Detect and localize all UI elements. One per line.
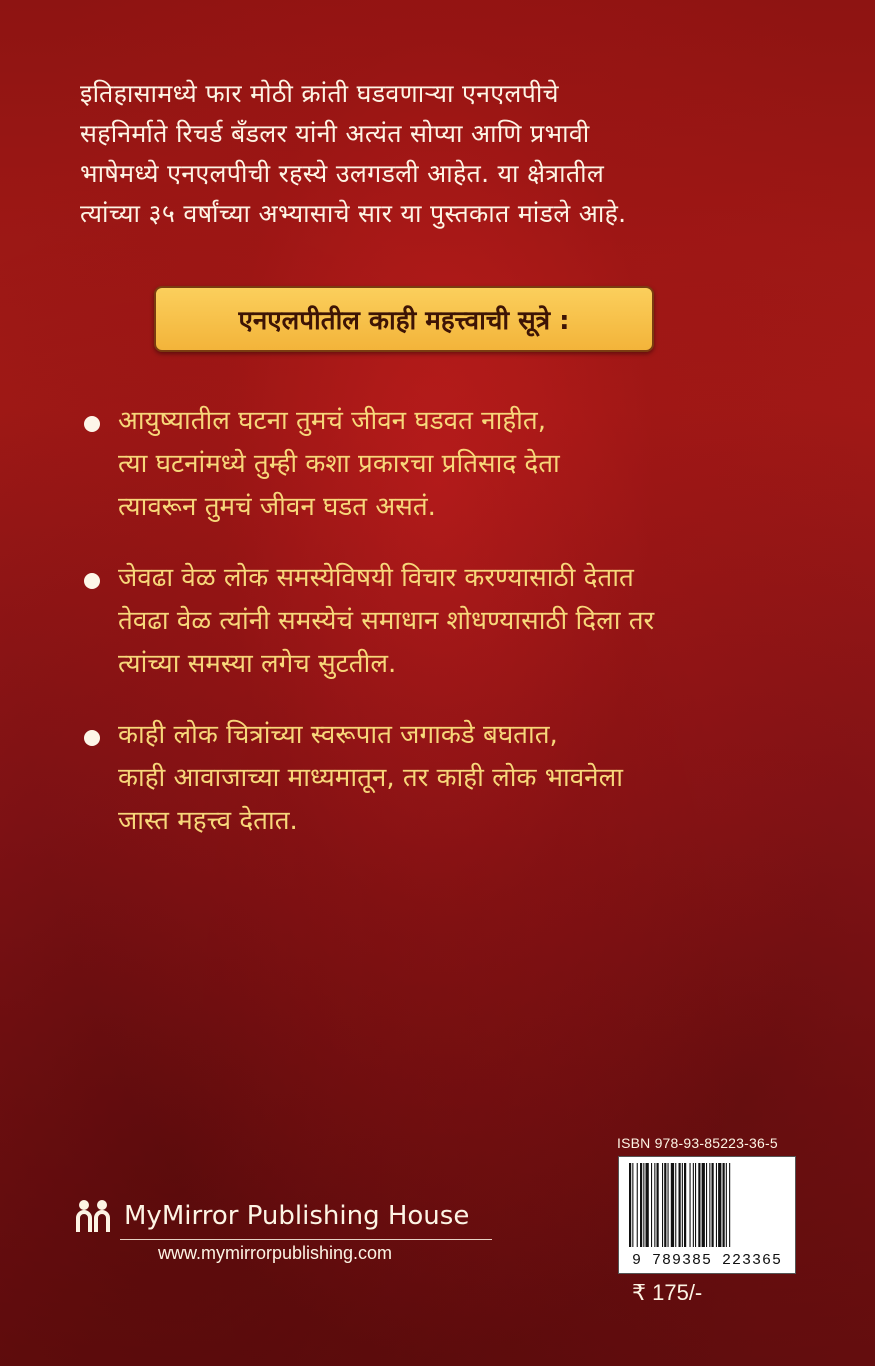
barcode-digits: 9 789385 223365	[631, 1252, 783, 1269]
barcode-bar	[706, 1163, 707, 1247]
key-point-item	[84, 557, 804, 686]
key-point-item	[84, 400, 804, 529]
barcode-bar	[646, 1163, 649, 1247]
barcode-bar	[723, 1163, 725, 1247]
barcode-bar	[698, 1163, 700, 1247]
barcode-bar	[643, 1163, 644, 1247]
key-points-heading: एनएलपीतील काही महत्त्वाची सूत्रे :	[238, 306, 570, 336]
barcode-bar	[690, 1163, 691, 1247]
key-point-line: तेवढा वेळ त्यांनी समस्येचं समाधान शोधण्यासाठी दिला तर	[118, 606, 655, 636]
key-point-line: त्यांच्या समस्या लगेच सुटतील.	[118, 649, 397, 679]
bullet-icon	[84, 573, 100, 589]
barcode-bar	[679, 1163, 681, 1247]
key-point-line: काही आवाजाच्या माध्यमातून, तर काही लोक भावनेला	[118, 763, 623, 793]
key-point-line: आयुष्यातील घटना तुमचं जीवन घडवत नाहीत,	[118, 406, 546, 436]
barcode-bar	[693, 1163, 694, 1247]
publisher-logo-icon	[74, 1198, 114, 1234]
barcode-bar	[664, 1163, 666, 1247]
barcode-bar	[629, 1163, 631, 1247]
barcode-bar	[632, 1163, 633, 1247]
barcode-bar	[668, 1163, 669, 1247]
key-points-heading-box	[154, 286, 654, 352]
key-point-item	[84, 714, 804, 843]
intro-line: इतिहासामध्ये फार मोठी क्रांती घडवणाऱ्या एनएलपीचे	[80, 79, 559, 108]
publisher-brand	[74, 1198, 469, 1234]
barcode-bar	[671, 1163, 674, 1247]
barcode-bars	[627, 1163, 787, 1247]
barcode-bar	[662, 1163, 663, 1247]
publisher-divider	[120, 1239, 492, 1240]
barcode-bar	[654, 1163, 655, 1247]
barcode-bar	[726, 1163, 727, 1247]
barcode-bar	[675, 1163, 676, 1247]
bullet-icon	[84, 730, 100, 746]
barcode-bar	[718, 1163, 721, 1247]
bullet-icon	[84, 416, 100, 432]
isbn-label: ISBN 978-93-85223-36-5	[617, 1135, 778, 1151]
barcode-bar	[709, 1163, 710, 1247]
publisher-name: MyMirror Publishing House	[124, 1201, 470, 1231]
price-label: ₹ 175/-	[632, 1280, 703, 1305]
barcode-bar	[695, 1163, 696, 1247]
key-point-line: जेवढा वेळ लोक समस्येविषयी विचार करण्यासाठी देतात	[118, 563, 634, 593]
barcode-bar	[637, 1163, 638, 1247]
key-point-line: जास्त महत्त्व देतात.	[118, 806, 298, 836]
isbn-barcode	[618, 1156, 796, 1274]
key-point-line: त्या घटनांमध्ये तुम्ही कशा प्रकारचा प्रतिसाद देता	[118, 449, 560, 479]
key-point-line: त्यावरून तुमचं जीवन घडत असतं.	[118, 492, 436, 522]
intro-line: त्यांच्या ३५ वर्षांच्या अभ्यासाचे सार या पुस्तकात मांडले आहे.	[80, 199, 627, 228]
barcode-bar	[651, 1163, 652, 1247]
barcode-bar	[640, 1163, 642, 1247]
barcode-bar	[712, 1163, 714, 1247]
barcode-bar	[684, 1163, 686, 1247]
key-point-line: काही लोक चित्रांच्या स्वरूपात जगाकडे बघतात,	[118, 720, 558, 750]
barcode-bar	[729, 1163, 730, 1247]
barcode-bar	[702, 1163, 705, 1247]
intro-line: भाषेमध्ये एनएलपीची रहस्ये उलगडली आहेत. या क्षेत्रातील	[80, 159, 605, 188]
key-points-list	[84, 400, 804, 871]
barcode-bar	[657, 1163, 659, 1247]
publisher-url: www.mymirrorpublishing.com	[158, 1243, 393, 1263]
barcode-bar	[682, 1163, 683, 1247]
barcode-bar	[716, 1163, 717, 1247]
intro-paragraph	[80, 74, 760, 234]
intro-line: सहनिर्माते रिचर्ड बँडलर यांनी अत्यंत सोप्या आणि प्रभावी	[80, 119, 590, 148]
